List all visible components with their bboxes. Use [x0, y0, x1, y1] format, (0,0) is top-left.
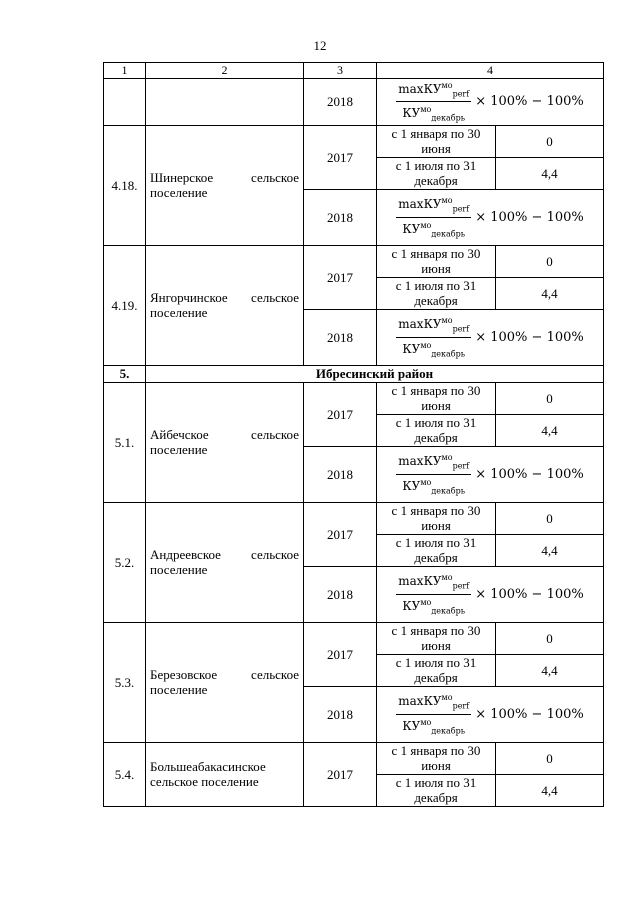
- value-cell: 0: [496, 245, 604, 277]
- formula-cell: [377, 189, 604, 245]
- formula-numerator: [396, 79, 471, 102]
- year-cell: 2017: [304, 742, 377, 806]
- formula-den-sub: декабрь: [431, 229, 466, 239]
- year-cell: 2017: [304, 382, 377, 446]
- formula-num-sup: мо: [441, 81, 453, 90]
- formula-num-sub: perf: [452, 89, 470, 99]
- table-row: [104, 382, 604, 414]
- formula-cell: [377, 79, 604, 126]
- formula-fraction: [396, 194, 471, 240]
- formula-num-sup: мо: [441, 573, 453, 583]
- formula-cell: [377, 686, 604, 742]
- page-number: 12: [313, 38, 327, 53]
- value-cell: 0: [496, 622, 604, 654]
- formula-rest: × 100% − 100%: [475, 466, 584, 482]
- formula-rest: × 100% − 100%: [475, 586, 584, 602]
- period-cell: с 1 января по 30 июня: [377, 502, 496, 534]
- row-number-cell: [104, 79, 146, 126]
- period-cell: с 1 июля по 31 декабря: [377, 774, 496, 806]
- value-cell: 4,4: [496, 414, 604, 446]
- formula-numerator: [396, 571, 471, 594]
- row-number: 5.1.: [104, 382, 146, 502]
- formula-den-sup: мо: [420, 597, 432, 607]
- formula-denominator: [402, 102, 465, 124]
- row-number: 4.18.: [104, 125, 146, 245]
- formula-num-main: maxКУ: [398, 197, 442, 212]
- settlement-name-text: Березовское сельское поселение: [150, 667, 299, 698]
- formula-den-sub: декабрь: [431, 113, 466, 123]
- period-cell: с 1 января по 30 июня: [377, 742, 496, 774]
- year-cell: 2017: [304, 502, 377, 566]
- settlement-name-text: Андреевское сельское поселение: [150, 547, 299, 578]
- header-row: [104, 63, 604, 79]
- formula-rest: × 100% − 100%: [475, 706, 584, 722]
- table-row: [104, 622, 604, 654]
- formula-num-sub: perf: [452, 701, 470, 711]
- formula-den-sub: декабрь: [431, 606, 466, 616]
- period-cell: с 1 января по 30 июня: [377, 622, 496, 654]
- formula: [377, 79, 603, 125]
- value-cell: 0: [496, 382, 604, 414]
- settlement-name: [146, 622, 304, 742]
- tariff-table: [103, 62, 604, 807]
- value-cell: 0: [496, 502, 604, 534]
- formula-den-sup: мо: [420, 717, 432, 727]
- formula-den-sup: мо: [420, 220, 432, 230]
- value-cell: 4,4: [496, 277, 604, 309]
- value-cell: 0: [496, 742, 604, 774]
- row-number: 5.3.: [104, 622, 146, 742]
- period-cell: с 1 января по 30 июня: [377, 245, 496, 277]
- header-col-2: 2: [146, 63, 304, 79]
- formula-cell: [377, 446, 604, 502]
- formula-den-main: КУ: [402, 341, 421, 356]
- table-row: [104, 245, 604, 277]
- year-cell: 2018: [304, 309, 377, 365]
- settlement-name-text: Янгорчинское сельское поселение: [150, 290, 299, 321]
- formula-denominator: [402, 715, 465, 737]
- formula-denominator: [402, 475, 465, 497]
- year-cell: 2017: [304, 622, 377, 686]
- formula-denominator: [402, 338, 465, 360]
- formula-numerator: [396, 314, 471, 337]
- table-row: [104, 125, 604, 157]
- formula: [377, 691, 603, 737]
- period-cell: с 1 января по 30 июня: [377, 125, 496, 157]
- value-cell: 4,4: [496, 534, 604, 566]
- formula-fraction: [396, 314, 471, 360]
- table-row: [104, 742, 604, 774]
- formula-num-sup: мо: [441, 693, 453, 703]
- section-title: Ибресинский район: [146, 365, 604, 382]
- formula: [377, 571, 603, 617]
- settlement-name-text: Шинерское сельское поселение: [150, 170, 299, 201]
- year-cell: 2017: [304, 245, 377, 309]
- formula-den-sub: декабрь: [431, 726, 466, 736]
- formula-cell: [377, 566, 604, 622]
- settlement-name-text: Большеабакасинское сельское поселение: [150, 759, 266, 790]
- section-number: 5.: [104, 365, 146, 382]
- formula-num-sub: perf: [452, 324, 470, 334]
- formula-den-main: КУ: [402, 718, 421, 733]
- header-col-3: 3: [304, 63, 377, 79]
- formula-num-main: maxКУ: [398, 574, 442, 589]
- settlement-name: [146, 742, 304, 806]
- formula-den-sub: декабрь: [431, 349, 466, 359]
- table-row: [104, 79, 604, 126]
- value-cell: 0: [496, 125, 604, 157]
- formula-fraction: [396, 79, 471, 125]
- formula-numerator: [396, 194, 471, 217]
- year-cell: 2018: [304, 446, 377, 502]
- formula: [377, 451, 603, 497]
- settlement-name-text: Айбечское сельское поселение: [150, 427, 299, 458]
- year-cell: 2018: [304, 686, 377, 742]
- value-cell: 4,4: [496, 654, 604, 686]
- formula-rest: × 100% − 100%: [475, 94, 584, 110]
- formula-num-sub: perf: [452, 204, 470, 214]
- period-cell: с 1 июля по 31 декабря: [377, 654, 496, 686]
- formula-num-sup: мо: [441, 453, 453, 463]
- formula-num-sup: мо: [441, 316, 453, 326]
- value-cell: 4,4: [496, 774, 604, 806]
- formula-rest: × 100% − 100%: [475, 329, 584, 345]
- formula-fraction: [396, 571, 471, 617]
- period-cell: с 1 января по 30 июня: [377, 382, 496, 414]
- formula-den-main: КУ: [402, 221, 421, 236]
- year-cell: 2018: [304, 566, 377, 622]
- row-number: 5.4.: [104, 742, 146, 806]
- formula-num-sup: мо: [441, 196, 453, 206]
- formula-num-main: maxКУ: [398, 694, 442, 709]
- year-cell: 2017: [304, 125, 377, 189]
- settlement-name-cell: [146, 79, 304, 126]
- formula-den-sup: мо: [420, 477, 432, 487]
- formula-num-sub: perf: [452, 461, 470, 471]
- header-col-1: 1: [104, 63, 146, 79]
- formula-numerator: [396, 691, 471, 714]
- formula-denominator: [402, 218, 465, 240]
- formula-den-sub: декабрь: [431, 486, 466, 496]
- formula-den-sup: мо: [420, 340, 432, 350]
- formula-rest: × 100% − 100%: [475, 209, 584, 225]
- period-cell: с 1 июля по 31 декабря: [377, 277, 496, 309]
- formula-den-main: КУ: [402, 598, 421, 613]
- formula-num-main: maxКУ: [398, 82, 442, 96]
- formula-cell: [377, 309, 604, 365]
- section-row: [104, 365, 604, 382]
- settlement-name: [146, 382, 304, 502]
- period-cell: с 1 июля по 31 декабря: [377, 414, 496, 446]
- year-cell: 2018: [304, 79, 377, 126]
- formula-fraction: [396, 451, 471, 497]
- formula-den-sup: мо: [420, 105, 432, 115]
- table-row: [104, 502, 604, 534]
- formula-denominator: [402, 595, 465, 617]
- formula-numerator: [396, 451, 471, 474]
- formula-den-main: КУ: [402, 478, 421, 493]
- formula-num-sub: perf: [452, 581, 470, 591]
- period-cell: с 1 июля по 31 декабря: [377, 534, 496, 566]
- header-col-4: 4: [377, 63, 604, 79]
- period-cell: с 1 июля по 31 декабря: [377, 157, 496, 189]
- value-cell: 4,4: [496, 157, 604, 189]
- settlement-name: [146, 125, 304, 245]
- formula-num-main: maxКУ: [398, 317, 442, 332]
- formula: [377, 194, 603, 240]
- formula-num-main: maxКУ: [398, 454, 442, 469]
- formula-fraction: [396, 691, 471, 737]
- row-number: 4.19.: [104, 245, 146, 365]
- formula: [377, 314, 603, 360]
- row-number: 5.2.: [104, 502, 146, 622]
- year-cell: 2018: [304, 189, 377, 245]
- settlement-name: [146, 245, 304, 365]
- settlement-name: [146, 502, 304, 622]
- formula-den-main: КУ: [402, 106, 421, 121]
